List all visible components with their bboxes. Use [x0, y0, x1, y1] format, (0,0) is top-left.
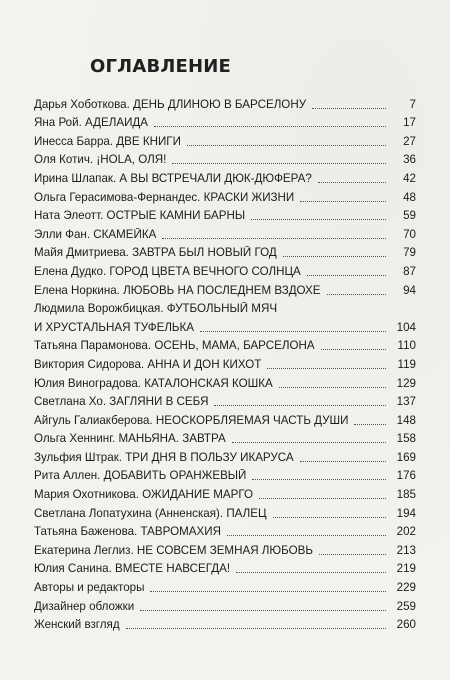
- toc-entry-title: Ирина Шлапак. А ВЫ ВСТРЕЧАЛИ ДЮК-ДЮФЕРА?: [34, 171, 312, 185]
- dot-leader: [200, 331, 386, 332]
- dot-leader: [162, 238, 386, 239]
- toc-entry-page-number: 185: [396, 488, 416, 502]
- dot-leader: [214, 405, 386, 406]
- toc-entry-page-number: 79: [403, 246, 416, 260]
- toc-entry-title: Юлия Виноградова. КАТАЛОНСКАЯ КОШКА: [34, 376, 273, 390]
- toc-entry-page-number: 213: [396, 543, 416, 557]
- toc-entry-title: Мария Охотникова. ОЖИДАНИЕ МАРГО: [34, 488, 253, 502]
- toc-entry-title: Екатерина Леглиз. НЕ СОВСЕМ ЗЕМНАЯ ЛЮБОВЬ: [34, 543, 313, 557]
- toc-entry: [34, 279, 416, 298]
- toc-entry: [34, 130, 416, 149]
- dot-leader: [318, 182, 386, 183]
- toc-entry: [34, 223, 416, 242]
- toc-entry-title: Елена Дудко. ГОРОД ЦВЕТА ВЕЧНОГО СОЛНЦА: [34, 264, 301, 278]
- dot-leader: [279, 387, 386, 388]
- toc-entry-title: Виктория Сидорова. АННА И ДОН КИХОТ: [34, 357, 262, 371]
- dot-leader: [354, 424, 386, 425]
- dot-leader: [273, 517, 386, 518]
- toc-entry-page-number: 119: [397, 357, 416, 371]
- toc-entry-title: Ольга Герасимова-Фернандес. КРАСКИ ЖИЗНИ: [34, 190, 295, 204]
- toc-entry: [34, 539, 416, 558]
- dot-leader: [327, 294, 386, 295]
- toc-entry: [34, 316, 416, 335]
- toc-entry-page-number: 42: [403, 171, 416, 185]
- toc-entry-title: Майя Дмитриева. ЗАВТРА БЫЛ НОВЫЙ ГОД: [34, 246, 277, 260]
- toc-entry: [34, 353, 416, 372]
- toc-entry: [34, 372, 416, 391]
- toc-entry: [34, 167, 416, 186]
- toc-entry-title: Дизайнер обложки: [34, 599, 135, 613]
- toc-entry-page-number: 176: [396, 469, 416, 483]
- toc-entry-title: Авторы и редакторы: [34, 581, 145, 595]
- toc-entry-page-number: 202: [396, 525, 416, 539]
- toc-entry-page-number: 260: [396, 618, 416, 632]
- toc-entry: [34, 483, 416, 502]
- dot-leader: [300, 201, 386, 202]
- toc-entry: [34, 446, 416, 465]
- dot-leader: [300, 461, 386, 462]
- toc-entry-title: Светлана Хо. ЗАГЛЯНИ В СЕБЯ: [34, 395, 209, 409]
- toc-entry: [34, 502, 416, 521]
- toc-entry-page-number: 36: [403, 153, 416, 167]
- dot-leader: [150, 591, 386, 592]
- dot-leader: [319, 554, 386, 555]
- dot-leader: [267, 368, 386, 369]
- toc-entry-title: Айгуль Галиакберова. НЕОСКОРБЛЯЕМАЯ ЧАСТЬ ДУШИ: [34, 413, 349, 427]
- toc-entry-title: Ольга Хеннинг. МАНЬЯНА. ЗАВТРА: [34, 432, 226, 446]
- toc-entry: [34, 595, 416, 614]
- toc-entry-page-number: 94: [403, 283, 416, 297]
- dot-leader: [232, 442, 386, 443]
- toc-entry-title: Инесса Барра. ДВЕ КНИГИ: [34, 134, 181, 148]
- toc-entry-title: Яна Рой. АДЕЛАИДА: [34, 116, 148, 130]
- dot-leader: [140, 610, 386, 611]
- toc-entry: [34, 186, 416, 205]
- toc-entry-page-number: 110: [397, 339, 416, 353]
- table-of-contents: [34, 93, 416, 632]
- toc-entry-page-number: 48: [403, 190, 416, 204]
- page-title: ОГЛАВЛЕНИЕ: [90, 56, 232, 77]
- toc-entry: [34, 242, 416, 261]
- dot-leader: [283, 256, 386, 257]
- toc-entry-title: Зульфия Штрак. ТРИ ДНЯ В ПОЛЬЗУ ИКАРУСА: [34, 450, 294, 464]
- toc-entry: [34, 93, 416, 112]
- toc-entry: [34, 465, 416, 484]
- dot-leader: [252, 479, 386, 480]
- toc-entry-page-number: 17: [403, 116, 416, 130]
- toc-entry: [34, 614, 416, 633]
- toc-entry: [34, 521, 416, 540]
- toc-entry-title: И ХРУСТАЛЬНАЯ ТУФЕЛЬКА: [34, 320, 195, 334]
- dot-leader: [236, 572, 386, 573]
- toc-entry-page-number: 70: [403, 227, 416, 241]
- toc-entry-page-number: 148: [396, 413, 416, 427]
- toc-entry-page-number: 169: [396, 450, 416, 464]
- toc-entry-title: Елена Норкина. ЛЮБОВЬ НА ПОСЛЕДНЕМ ВЗДОХЕ: [34, 283, 321, 297]
- toc-entry-title: Женский взгляд: [34, 618, 120, 632]
- dot-leader: [312, 108, 386, 109]
- toc-entry-title: Светлана Лопатухина (Анненская). ПАЛЕЦ: [34, 506, 267, 520]
- dot-leader: [187, 145, 386, 146]
- toc-entry-title: Татьяна Баженова. ТАВРОМАХИЯ: [34, 525, 221, 539]
- toc-entry: [34, 391, 416, 410]
- toc-entry-title: Элли Фан. СКАМЕЙКА: [34, 227, 157, 241]
- toc-entry-page-number: 7: [409, 97, 416, 111]
- toc-entry: [34, 335, 416, 354]
- toc-entry: [34, 112, 416, 131]
- toc-entry: [34, 260, 416, 279]
- dot-leader: [126, 628, 386, 629]
- toc-entry: [34, 205, 416, 224]
- dot-leader: [307, 275, 386, 276]
- toc-entry-title: Татьяна Парамонова. ОСЕНЬ, МАМА, БАРСЕЛОНА: [34, 339, 315, 353]
- toc-entry-page-number: 137: [396, 395, 416, 409]
- toc-entry: [34, 298, 416, 317]
- toc-entry-page-number: 194: [396, 506, 416, 520]
- toc-entry: [34, 409, 416, 428]
- toc-entry-title: Дарья Хоботкова. ДЕНЬ ДЛИНОЮ В БАРСЕЛОНУ: [34, 97, 307, 111]
- toc-entry-title: Рита Аллен. ДОБАВИТЬ ОРАНЖЕВЫЙ: [34, 469, 247, 483]
- toc-entry-page-number: 87: [403, 264, 416, 278]
- dot-leader: [321, 349, 386, 350]
- dot-leader: [227, 535, 386, 536]
- toc-entry: [34, 149, 416, 168]
- toc-entry-title: Ната Элеотт. ОСТРЫЕ КАМНИ БАРНЫ: [34, 209, 246, 223]
- toc-entry-title: Людмила Ворожбицкая. ФУТБОЛЬНЫЙ МЯЧ: [34, 302, 278, 316]
- toc-entry-page-number: 104: [396, 320, 416, 334]
- toc-entry-title: Юлия Санина. ВМЕСТЕ НАВСЕГДА!: [34, 562, 231, 576]
- dot-leader: [172, 163, 386, 164]
- dot-leader: [251, 219, 386, 220]
- toc-entry-page-number: 59: [403, 209, 416, 223]
- toc-entry-page-number: 259: [396, 599, 416, 613]
- toc-entry-page-number: 158: [396, 432, 416, 446]
- toc-entry: [34, 576, 416, 595]
- toc-entry-page-number: 27: [403, 134, 416, 148]
- toc-entry: [34, 558, 416, 577]
- toc-entry: [34, 428, 416, 447]
- toc-entry-page-number: 229: [396, 581, 416, 595]
- toc-entry-page-number: 129: [396, 376, 416, 390]
- toc-entry-page-number: 219: [396, 562, 416, 576]
- dot-leader: [259, 498, 386, 499]
- toc-entry-title: Оля Котич. ¡HOLA, ОЛЯ!: [34, 153, 167, 167]
- dot-leader: [154, 126, 386, 127]
